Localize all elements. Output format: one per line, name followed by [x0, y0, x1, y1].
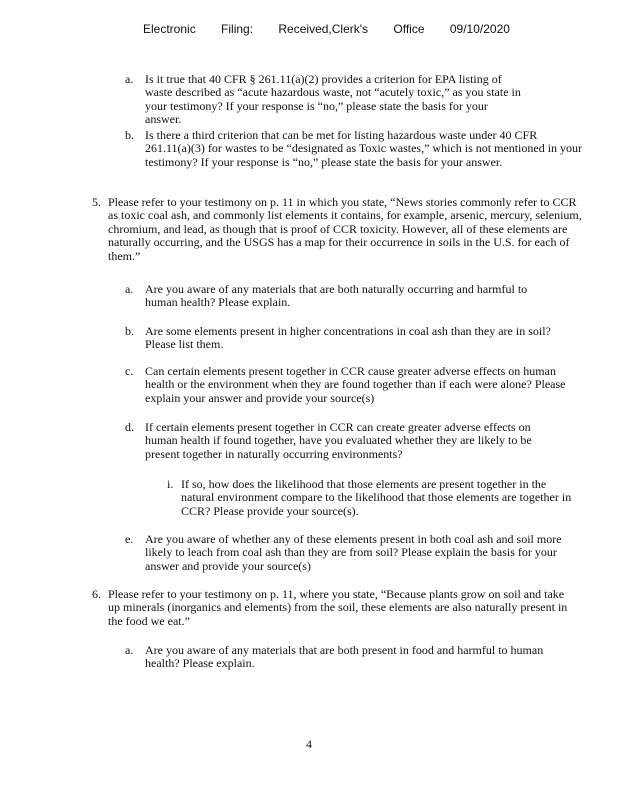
item-text: Are some elements present in higher concentrations in coal ash than they are in soil? Please list them. [145, 324, 551, 352]
page-number: 4 [306, 737, 312, 751]
item-marker: a. [125, 282, 134, 296]
item-marker: i. [167, 477, 174, 491]
question-6 [92, 587, 578, 628]
item-text: Please refer to your testimony on p. 11 in which you state, “News stories commonly refer to CCR as toxic coal ash, and commonly list elements it contains, for example, arsenic, mercury, selenium, chromium, and lead, as though that is proof of CCR toxicity. However, all of these elements are naturally occurring, and the USGS has a map for their occurrence in soils in the U.S. for each of them.” [108, 195, 582, 263]
filing-header [143, 22, 532, 36]
item-marker: a. [125, 643, 134, 657]
question-4a [125, 72, 525, 127]
item-text: If certain elements present together in CCR can create greater adverse effects on human health if found together, have you evaluated whether they are likely to be present together in naturally occurring environments? [145, 420, 532, 461]
header-received: Received,Clerk's [278, 22, 369, 36]
header-label: Electronic [143, 22, 196, 36]
item-marker: a. [125, 72, 134, 86]
item-text: Please refer to your testimony on p. 11, where you state, “Because plants grow on soil and take up minerals (inorganics and elements) from the soil, these elements are also naturally present in the food we eat.” [108, 587, 568, 628]
question-5b [125, 324, 575, 352]
item-text: Are you aware of any materials that are both present in food and harmful to human health? Please explain. [145, 643, 544, 671]
question-5d [125, 420, 565, 461]
item-marker: e. [125, 532, 134, 546]
item-text: Is there a third criterion that can be met for listing hazardous waste under 40 CFR 261.11(a)(3) for wastes to be “designated as Toxic wastes,” which is not mentioned in your testimony? If your response is “no,” please state the basis for your answer. [145, 128, 583, 169]
item-text: Can certain elements present together in CCR cause greater adverse effects on human health or the environment when they are found together than if each were alone? Please explain your answer and provide your source(s) [145, 364, 566, 405]
question-5a [125, 282, 545, 310]
header-date: 09/10/2020 [449, 22, 510, 36]
item-marker: 6. [92, 587, 101, 601]
question-5e [125, 532, 585, 573]
item-text: Are you aware of whether any of these elements present in both coal ash and soil more likely to leach from coal ash than they are from soil? Please explain the basis for your answer and provide your source(s) [145, 532, 562, 573]
header-filing: Filing: [221, 22, 254, 36]
question-5 [92, 195, 588, 263]
question-5c [125, 364, 585, 405]
item-text: Is it true that 40 CFR § 261.11(a)(2) provides a criterion for EPA listing of waste described as “acute hazardous waste, not “acutely toxic,” as you state in your testimony? If your response is “no,” please state the basis for your answer. [145, 72, 521, 127]
item-marker: c. [125, 364, 134, 378]
item-marker: d. [125, 420, 134, 434]
question-4b [125, 128, 585, 169]
header-office: Office [393, 22, 425, 36]
item-text: If so, how does the likelihood that those elements are present together in the natural environment compare to the likelihood that those elements are together in CCR? Please provide your source(s). [181, 477, 572, 518]
item-marker: 5. [92, 195, 101, 209]
item-marker: b. [125, 324, 134, 338]
item-marker: b. [125, 128, 134, 142]
item-text: Are you aware of any materials that are both naturally occurring and harmful to human health? Please explain. [145, 282, 528, 310]
question-6a [125, 643, 545, 671]
question-5d-i [167, 477, 581, 518]
